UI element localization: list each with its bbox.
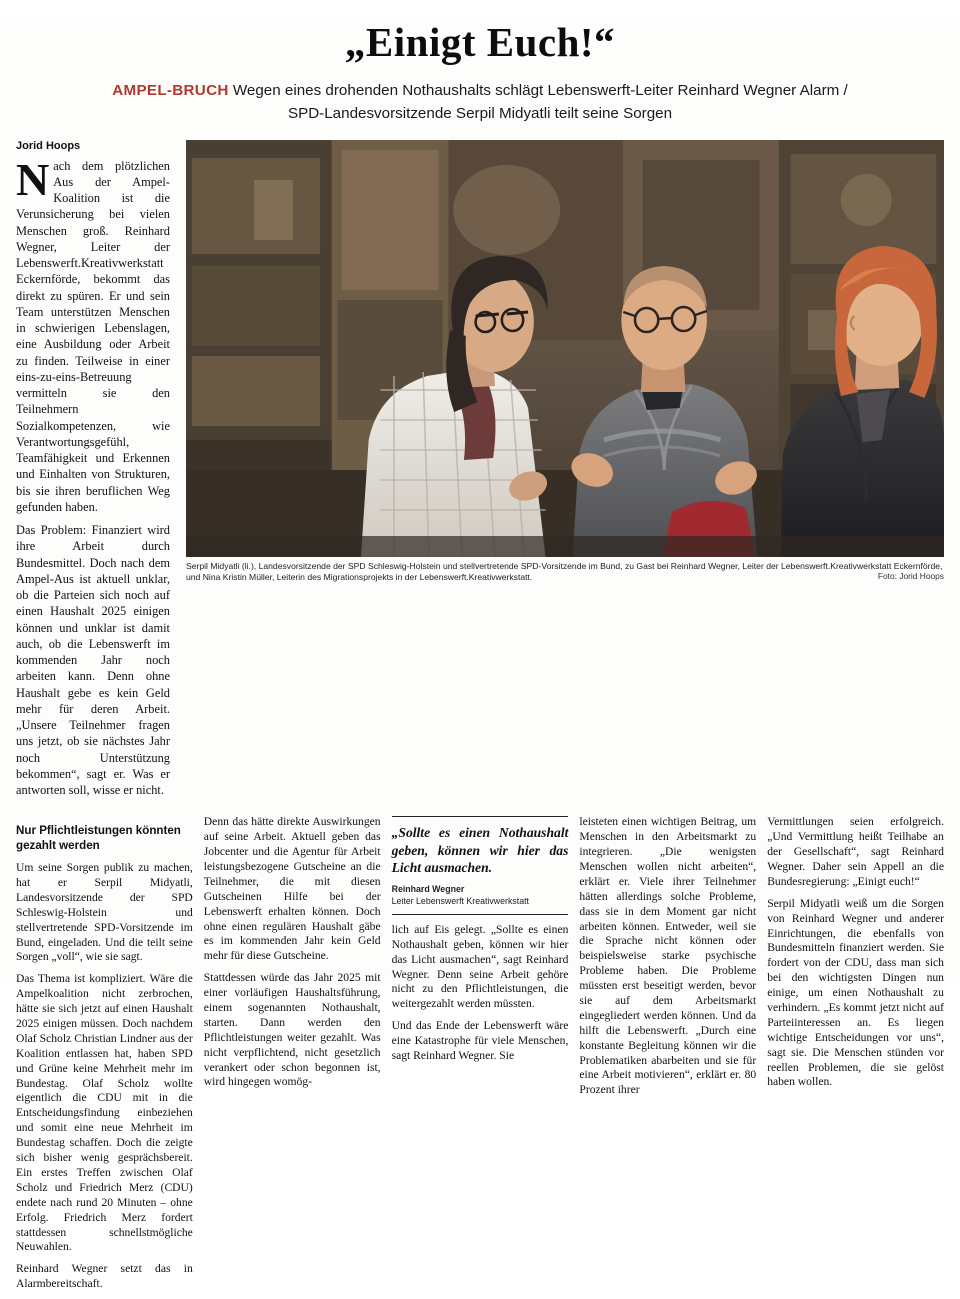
article-subheadline-text: Wegen eines drohenden Nothaushalts schlägt Lebenswerft-Leiter Reinhard Wegner Alarm / SPD-Landesvorsitzende Serpil Midyatli teilt seine Sorgen (228, 82, 848, 122)
body-columns (16, 815, 944, 1299)
photo-illustration (186, 140, 944, 557)
section-heading: Nur Pflichtleistungen könnten gezahlt werden (16, 824, 181, 853)
body-column-4 (579, 815, 756, 1299)
paragraph: Um seine Sorgen publik zu machen, hat er Serpil Midyatli, Landesvorsitzende der SPD Schleswig-Holstein und stellvertretende SPD-Vorsitzende im Bund, eingeladen. Und die teilt seine Sorgen „voll“, wie sie sagt. (16, 861, 193, 964)
body-column-2 (204, 815, 381, 1299)
page-title: „Einigt Euch!“ (344, 19, 616, 65)
paragraph: lich auf Eis gelegt. „Sollte es einen Nothaushalt geben, können wir hier das Licht ausmachen“, sagt Reinhard Wegner. Denn seine Arbeit gehöre nicht zu den Pflichtleistungen, die weitergezahlt werden müssten. (391, 922, 569, 1011)
article-kicker: AMPEL-BRUCH (112, 82, 229, 99)
body-column-3 (392, 815, 569, 1299)
article-subheadline (94, 80, 866, 126)
intro-paragraph-2: Das Problem: Finanziert wird ihre Arbeit durch Bundesmittel. Doch nach dem Ampel-Aus ist aktuell unklar, ob die Parteien sich noch auf einen Haushalt 2025 einigen können und unklar ist damit auch, ob die Lebenswerft im kommenden Jahr noch arbeiten kann. Denn ohne Haushalt gebe es kein Geld mehr für deren Arbeit. „Unsere Teilnehmer fragen uns jetzt, ob sie nächstes Jahr noch Unterstützung bekommen“, sagt er. Was er antworten soll, wisse er nicht. (16, 523, 170, 798)
paragraph: Stattdessen würde das Jahr 2025 mit einer vorläufigen Haushaltsführung, einem sogenannten Nothaushalt, starten. Dann werden den Pflichtleistungen weiter gezahlt. Was nicht verpflichtend, nicht gesetzlich verankert oder schon begonnen ist, wird hingegen womög- (203, 971, 381, 1089)
pull-quote (392, 816, 569, 915)
lead-section (16, 140, 944, 806)
photo-credit: Foto: Jorid Hoops (877, 570, 944, 581)
newspaper-page (0, 18, 960, 1291)
paragraph: Das Thema ist kompliziert. Wäre die Ampelkoalition nicht zerbrochen, hätte sie sich jetzt auf einen Haushalt 2025 einigen müssen. Doch nachdem Olaf Scholz Christian Lindner aus der Koalition entlassen hat, haben SPD und Grüne keine Mehrheit mehr im Bundestag. Olaf Scholz wollte eigentlich die CDU mit in die Entscheidungsfindung einbeziehen und somit eine neue Mehrheit im Bundestag schaffen. Doch die zeigte sich bisher wenig gesprächsbereit. Ein erstes Treffen zwischen Olaf Scholz und Friedrich Merz (CDU) endete nach rund 20 Minuten – ohne Erfolg. Friedrich Merz fordert stattdessen schnellstmögliche Neuwahlen. (16, 972, 193, 1254)
paragraph: Und das Ende der Lebenswerft wäre eine Katastrophe für viele Menschen, sagt Reinhard Wegner. Sie (391, 1019, 569, 1062)
paragraph: Serpil Midyatli weiß um die Sorgen von Reinhard Wegner und anderer Einrichtungen, die ebenfalls von Bundesmitteln finanziert werden. Sie fordert von der CDU, dass man sich bei den wichtigsten Dingen nun einige, um einen Nothaushalt zu verhindern. „Es kommt jetzt nicht auf Parteiinteressen an. Es liegen wichtige Entscheidungen vor uns“, sagt sie. Die Menschen stünden vor reellen Problemen, die sie gelöst haben wollen. (767, 896, 944, 1089)
lead-photo-block (186, 140, 944, 806)
pull-quote-source-role: Leiter Lebenswerft Kreativwerkstatt (391, 895, 529, 906)
intro-paragraph: Nach dem plötzlichen Aus der Ampel-Koalition ist die Verunsicherung bei vielen Menschen groß. Reinhard Wegner, Leiter der Lebenswerft.Kreativwerkstatt Eckernförde, bekommt das direkt zu spüren. Er und sein Team unterstützen Menschen in schwierigen Lebenslagen, eine Ausbildung oder Arbeit zu finden. Teilweise in einer eins-zu-eins-Betreuung vermitteln sie den Teilnehmern Sozialkompetenzen, wie Verantwortungsgefühl, Teamfähigkeit und Erkennen und Einhalten von Strukturen, bis sie ihren beruflichen Weg gefunden haben. (16, 153, 170, 514)
paragraph: Denn das hätte direkte Auswirkungen auf seine Arbeit. Aktuell geben das Jobcenter und die Agentur für Arbeit leistungsbezogene Gutscheine an die Teilnehmer, die mit diesen Gutscheinen Hilfe bei der Lebenswerft erhalten können. Doch ohne einen regulären Haushalt gäbe es im kommenden Jahr kein Geld mehr für diese Gutscheine. (203, 815, 381, 963)
author-byline: Jorid Hoops (16, 139, 81, 152)
lead-photo (186, 140, 944, 557)
paragraph: Vermittlungen seien erfolgreich. „Und Vermittlung heißt Teilhabe an der Gesellschaft“, sagt Reinhard Wegner. Daher sein Appell an die Bundesregierung: „Einigt euch!“ (767, 815, 944, 888)
body-column-1 (16, 815, 193, 1299)
pull-quote-text: „Sollte es einen Nothaushalt geben, können wir hier das Licht ausmachen. (391, 825, 569, 875)
photo-caption (186, 557, 944, 584)
pull-quote-source (392, 884, 569, 908)
pull-quote-source-name: Reinhard Wegner (391, 884, 465, 895)
intro-column (16, 140, 176, 806)
paragraph: leisteten einen wichtigen Beitrag, um Menschen in den Arbeitsmarkt zu integrieren. „Die wenigsten Menschen wollen nicht arbeiten“, erklärt er. Viele ihrer Teilnehmer hätten allerdings solche Probleme, dass sie in dem Moment gar nicht arbeiten können. Entweder, weil sie die Sprache nicht können oder beispielsweise starke psychische Probleme haben. Die Probleme müssten erst beseitigt werden, bevor sie auf dem Arbeitsmarkt eingegliedert werden können. Und da hilft die Lebenswerft. „Durch eine konstante Begleitung können wir die Problematiken abarbeiten und sie für eine Arbeit motivieren“, erklärt er. 80 Prozent ihrer (579, 815, 757, 1097)
paragraph: Reinhard Wegner setzt das in Alarmbereitschaft. (16, 1262, 193, 1291)
body-column-5 (767, 815, 944, 1299)
photo-caption-text: Serpil Midyatli (li.), Landesvorsitzende der SPD Schleswig-Holstein und stellvertretende SPD-Vorsitzende im Bund, zu Gast bei Reinhard Wegner, Leiter der Lebenswerft.Kreativwerkstatt Eckernförde, und Nina Kristin Müller, Leiterin des Migrationsprojekts in der Lebenswerft.Kreativwerkstatt. (186, 560, 943, 583)
